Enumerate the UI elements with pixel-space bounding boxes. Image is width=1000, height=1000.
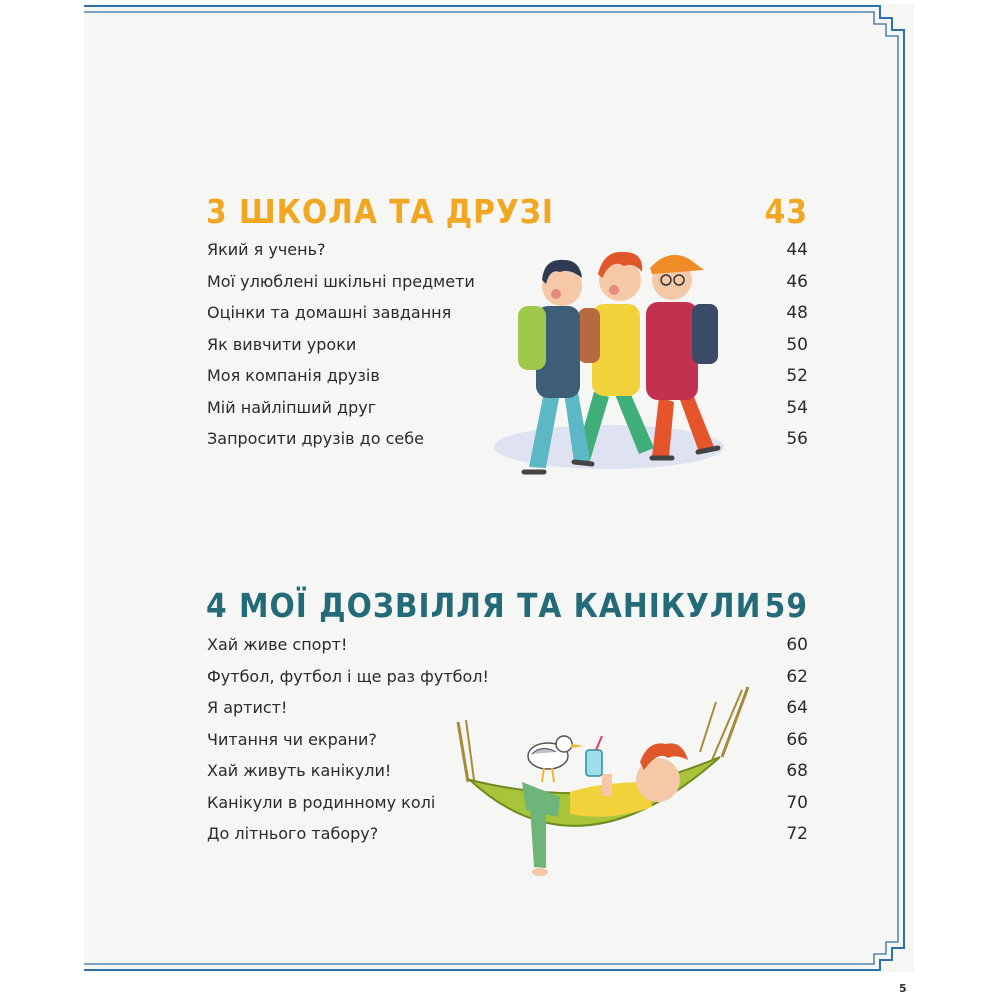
- toc-entry-page: 60: [786, 635, 808, 655]
- toc-entry-label: Мої улюблені шкільні предмети: [207, 271, 475, 291]
- three-kids-walking-illustration: [474, 222, 739, 497]
- toc-entry-label: Хай живе спорт!: [207, 635, 348, 654]
- page-number: 5: [899, 982, 907, 995]
- toc-entry-page: 50: [786, 334, 808, 355]
- section-3-title: 3 ШКОЛА ТА ДРУЗІ: [206, 192, 554, 231]
- toc-entry-page: 48: [786, 303, 808, 323]
- toc-entry-page: 54: [786, 397, 808, 418]
- section-3-page: 43: [764, 192, 808, 231]
- toc-entry-label: Запросити друзів до себе: [207, 429, 424, 448]
- toc-entry-page: 56: [786, 429, 808, 449]
- toc-entry-page: 64: [786, 698, 808, 718]
- section-4-heading[interactable]: [206, 586, 808, 625]
- section-4-page: 59: [764, 586, 808, 625]
- toc-entry-label: Оцінки та домашні завдання: [207, 303, 452, 322]
- toc-entry-label: Хай живуть канікули!: [207, 761, 392, 780]
- toc-entry-page: 62: [786, 666, 808, 687]
- toc-entry-label: Який я учень?: [207, 240, 326, 259]
- toc-entry-label: Я артист!: [207, 698, 288, 717]
- toc-entry-page: 52: [786, 366, 808, 386]
- toc-entry-page: 66: [786, 729, 808, 750]
- toc-entry-page: 46: [786, 271, 808, 292]
- toc-entry-label: Моя компанія друзів: [207, 366, 380, 385]
- toc-entry-page: 44: [786, 240, 808, 260]
- toc-entry-label: Як вивчити уроки: [207, 334, 357, 354]
- toc-entry-label: До літнього табору?: [207, 824, 379, 843]
- section-4-title: 4 МОЇ ДОЗВІЛЛЯ ТА КАНІКУЛИ: [206, 586, 762, 625]
- toc-entry-page: 72: [786, 824, 808, 844]
- toc-entry-label: Канікули в родинному колі: [207, 792, 436, 812]
- toc-entry-label: Читання чи екрани?: [207, 729, 377, 749]
- toc-entry-label: Футбол, футбол і ще раз футбол!: [207, 666, 489, 686]
- toc-entry-page: 68: [786, 761, 808, 781]
- toc-entry-label: Мій найліпший друг: [207, 397, 377, 417]
- boy-in-hammock-with-seagull-illustration: [430, 632, 790, 887]
- toc-entry-page: 70: [786, 792, 808, 813]
